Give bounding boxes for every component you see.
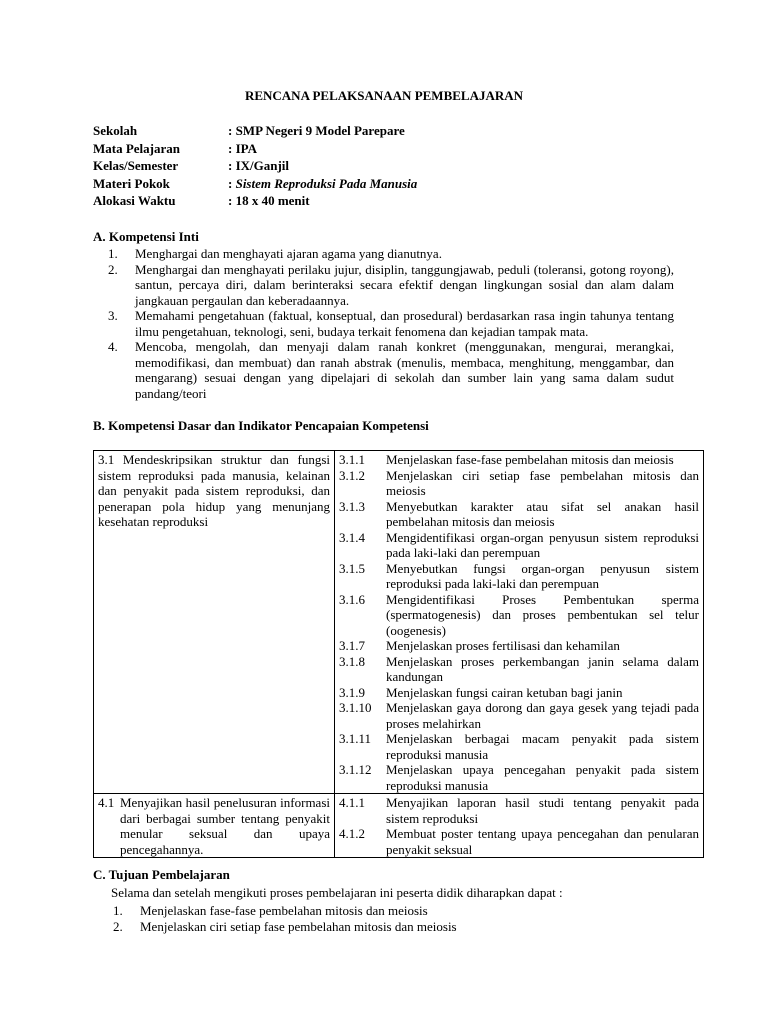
indicator-number: 3.1.6 <box>339 591 365 607</box>
list-item-number: 2. <box>113 918 123 934</box>
indicator-number: 3.1.12 <box>339 762 372 777</box>
indicator-text: Mengidentifikasi Proses Pembentukan sperma (spermatogenesis) dan proses pembentukan sel telur (oogenesis) <box>386 591 699 638</box>
indicator-row <box>339 468 699 499</box>
table-row <box>94 451 704 794</box>
indicator-row <box>339 762 699 793</box>
meta-value: : 18 x 40 menit <box>228 193 310 208</box>
meta-value: : SMP Negeri 9 Model Parepare <box>228 123 405 138</box>
indicator-number: 3.1.4 <box>339 529 365 545</box>
meta-label: Mata Pelajaran <box>93 140 181 156</box>
kd4-indicators-cell <box>335 794 704 858</box>
indicator-number: 4.1.2 <box>339 826 365 841</box>
kd4-text: Menyajikan hasil penelusuran informasi dari berbagai sumber tentang penyakit menular seksual dan upaya pencegahannya. <box>120 795 330 857</box>
list-item <box>113 903 673 919</box>
kd4-cell <box>94 794 335 858</box>
meta-label: Materi Pokok <box>93 175 170 191</box>
list-item-text: Memahami pengetahuan (faktual, konseptual, dan prosedural) berdasarkan rasa ingin tahunya tentang ilmu pengetahuan, teknologi, seni, budaya terkait fenomena dan kejadian tampak mata. <box>135 308 674 339</box>
table-row <box>94 794 704 858</box>
indicator-number: 3.1.1 <box>339 452 365 467</box>
indicator-row <box>339 499 699 530</box>
indicator-text: Menjelaskan upaya pencegahan penyakit pada sistem reproduksi manusia <box>386 762 699 793</box>
indicator-row <box>339 795 699 826</box>
meta-row-alokasi-waktu <box>93 193 417 211</box>
meta-label: Sekolah <box>93 123 138 138</box>
tujuan-list <box>113 903 673 934</box>
indicator-row <box>339 638 699 654</box>
indicator-number: 3.1.10 <box>339 700 372 715</box>
meta-value: Sistem Reproduksi Pada Manusia <box>235 175 418 191</box>
meta-label: Kelas/Semester <box>93 158 179 173</box>
indicator-text: Menjelaskan fase-fase pembelahan mitosis dan meiosis <box>386 452 674 467</box>
list-item-text: Menjelaskan fase-fase pembelahan mitosis dan meiosis <box>140 903 428 918</box>
list-item-text: Menghargai dan menghayati perilaku jujur, disiplin, tanggungjawab, peduli (toleransi, gotong royong), santun, percaya diri, dalam berinteraksi secara efektif dengan lingkungan sosial dan alam dalam jangkauan pergaulan dan keberadaannya. <box>135 261 674 308</box>
list-item-number: 2. <box>108 261 118 277</box>
list-item <box>113 919 673 935</box>
list-item-text: Menghargai dan menghayati ajaran agama yang dianutnya. <box>135 246 442 261</box>
indicator-number: 3.1.5 <box>339 560 365 576</box>
kompetensi-inti-list <box>108 246 674 401</box>
indicator-text: Menjelaskan gaya dorong dan gaya gesek yang tejadi pada proses melahirkan <box>386 700 699 731</box>
kd4-number: 4.1 <box>98 795 115 810</box>
meta-label: Alokasi Waktu <box>93 193 176 208</box>
meta-row-mata-pelajaran <box>93 141 417 159</box>
meta-value-prefix: : <box>228 175 236 191</box>
list-item-number: 1. <box>108 246 118 261</box>
list-item <box>108 246 674 262</box>
meta-row-kelas-semester <box>93 158 417 176</box>
indicator-text: Menjelaskan fungsi cairan ketuban bagi janin <box>386 684 623 700</box>
indicator-number: 3.1.2 <box>339 467 365 483</box>
kd-indicator-table <box>93 450 704 858</box>
indicator-text: Menyebutkan karakter atau sifat sel anakan hasil pembelahan mitosis dan meiosis <box>386 498 699 529</box>
indicator-row <box>339 561 699 592</box>
section-b-heading: B. Kompetensi Dasar dan Indikator Pencapaian Kompetensi <box>93 418 429 433</box>
indicator-row <box>339 685 699 701</box>
indicator-text: Menjelaskan berbagai macam penyakit pada sistem reproduksi manusia <box>386 731 699 762</box>
kd3-cell <box>94 451 335 794</box>
list-item-number: 3. <box>108 308 118 323</box>
list-item <box>108 262 674 309</box>
indicator-number: 3.1.11 <box>339 731 372 746</box>
indicator-text: Menyebutkan fungsi organ-organ penyusun sistem reproduksi pada laki-laki dan perempuan <box>386 560 699 591</box>
indicator-row <box>339 530 699 561</box>
indicator-row <box>339 826 699 857</box>
indicator-text: Menjelaskan ciri setiap fase pembelahan mitosis dan meiosis <box>386 467 699 498</box>
section-a-heading: A. Kompetensi Inti <box>93 229 199 244</box>
document-title: RENCANA PELAKSANAAN PEMBELAJARAN <box>244 88 524 103</box>
kd4-entry <box>98 795 330 857</box>
indicator-number: 4.1.1 <box>339 795 365 810</box>
indicator-text: Menjelaskan proses fertilisasi dan kehamilan <box>386 638 620 653</box>
indicator-number: 3.1.3 <box>339 498 365 514</box>
section-c-heading: C. Tujuan Pembelajaran <box>93 867 230 882</box>
section-c-intro: Selama dan setelah mengikuti proses pembelajaran ini peserta didik diharapkan dapat : <box>111 885 563 900</box>
kd3-indicators-cell <box>335 451 704 794</box>
list-item-text: Mencoba, mengolah, dan menyaji dalam ranah konkret (menggunakan, mengurai, merangkai, memodifikasi, dan membuat) dan ranah abstrak (menulis, membaca, menghitung, menggambar, dan mengarang) sesuai dengan yang dipelajari di sekolah dan sumber lain yang sama dalam sudut pandang/teori <box>135 339 674 401</box>
indicator-row <box>339 700 699 731</box>
indicator-text: Membuat poster tentang upaya pencegahan dan penularan penyakit seksual <box>386 826 699 857</box>
list-item-number: 1. <box>113 903 123 918</box>
indicator-number: 3.1.8 <box>339 653 365 669</box>
meta-row-materi-pokok <box>93 176 417 194</box>
list-item <box>108 308 674 339</box>
indicator-text: Menyajikan laporan hasil studi tentang penyakit pada sistem reproduksi <box>386 795 699 826</box>
indicator-number: 3.1.7 <box>339 638 365 653</box>
indicator-number: 3.1.9 <box>339 684 365 700</box>
list-item-text: Menjelaskan ciri setiap fase pembelahan mitosis dan meiosis <box>140 918 457 934</box>
indicator-row <box>339 731 699 762</box>
kd3-text: 3.1 Mendeskripsikan struktur dan fungsi sistem reproduksi pada manusia, kelainan dan penyakit pada sistem reproduksi, dan penerapan pola hidup yang menunjang kesehatan reproduksi <box>98 452 330 529</box>
list-item <box>108 339 674 401</box>
indicator-text: Menjelaskan proses perkembangan janin selama dalam kandungan <box>386 653 699 684</box>
indicator-row <box>339 654 699 685</box>
indicator-row <box>339 592 699 639</box>
meta-row-sekolah <box>93 123 417 141</box>
list-item-number: 4. <box>108 339 118 354</box>
indicator-text: Mengidentifikasi organ-organ penyusun sistem reproduksi pada laki-laki dan perempuan <box>386 529 699 560</box>
indicator-row <box>339 452 699 468</box>
meta-value: : IPA <box>228 140 258 156</box>
meta-block <box>93 123 417 211</box>
meta-value: : IX/Ganjil <box>228 158 290 173</box>
